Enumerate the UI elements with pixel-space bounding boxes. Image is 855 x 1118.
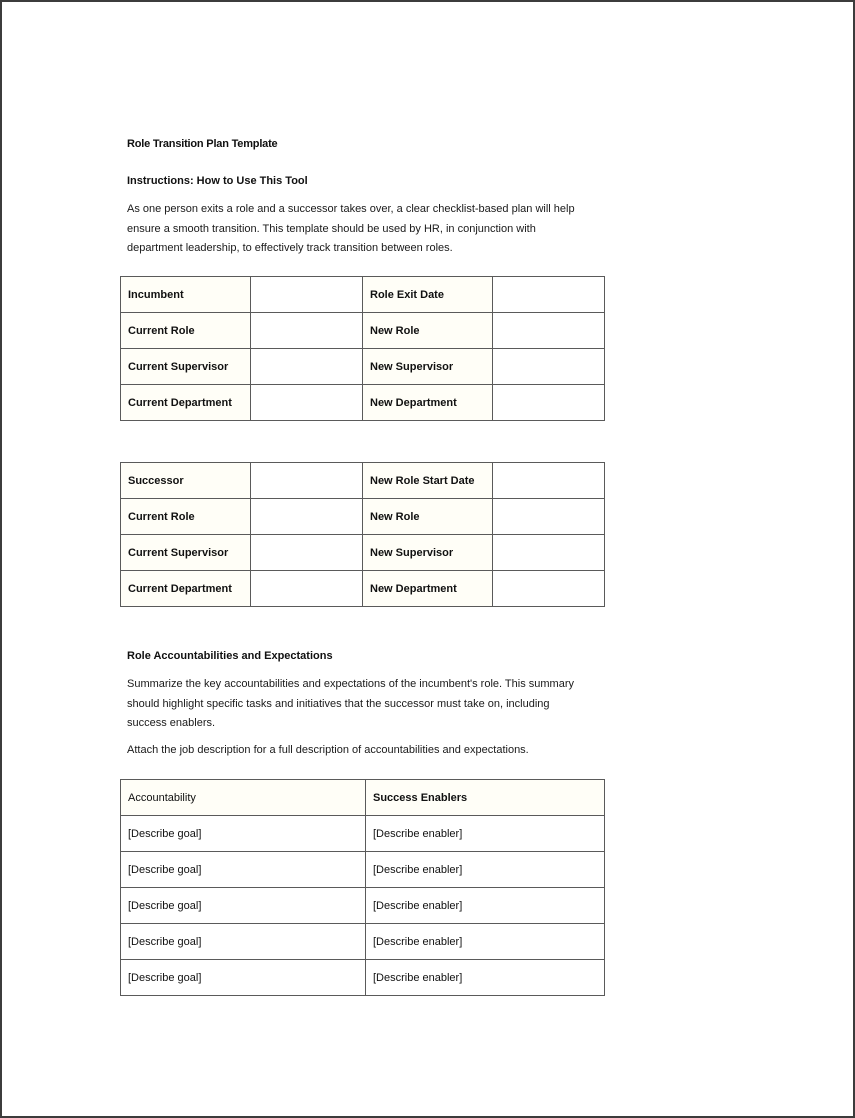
new-supervisor-value-cell[interactable]: [493, 535, 605, 571]
current-role-value-cell[interactable]: [251, 499, 363, 535]
instructions-line: ensure a smooth transition. This template should be used by HR, in conjunction with: [127, 222, 536, 235]
new-role-value-cell[interactable]: [493, 499, 605, 535]
accountabilities-heading: Role Accountabilities and Expectations: [127, 650, 333, 662]
current-role-label: Current Role: [121, 499, 251, 535]
new-supervisor-label: New Supervisor: [363, 535, 493, 571]
current-department-value-cell[interactable]: [251, 385, 363, 421]
table-row: [121, 888, 605, 924]
incumbent-table: [120, 276, 605, 421]
enabler-cell[interactable]: [Describe enabler]: [366, 816, 605, 852]
goal-cell[interactable]: [Describe goal]: [121, 960, 366, 996]
role-exit-date-label: Role Exit Date: [363, 277, 493, 313]
instructions-line: department leadership, to effectively track transition between roles.: [127, 242, 453, 254]
summary-line: Summarize the key accountabilities and expectations of the incumbent's role. This summary: [127, 678, 574, 690]
table-row: [121, 571, 605, 607]
successor-label: Successor: [121, 463, 251, 499]
new-role-start-date-value-cell[interactable]: [493, 463, 605, 499]
accountability-header: Accountability: [121, 780, 366, 816]
new-supervisor-label: New Supervisor: [363, 349, 493, 385]
goal-cell[interactable]: [Describe goal]: [121, 852, 366, 888]
success-enablers-header: Success Enablers: [366, 780, 605, 816]
table-row: [121, 463, 605, 499]
table-row: [121, 349, 605, 385]
goal-cell[interactable]: [Describe goal]: [121, 924, 366, 960]
current-supervisor-label: Current Supervisor: [121, 349, 251, 385]
table-row: [121, 385, 605, 421]
enabler-cell[interactable]: [Describe enabler]: [366, 888, 605, 924]
current-department-label: Current Department: [121, 385, 251, 421]
current-supervisor-value-cell[interactable]: [251, 349, 363, 385]
incumbent-label: Incumbent: [121, 277, 251, 313]
role-exit-date-value-cell[interactable]: [493, 277, 605, 313]
table-row: [121, 852, 605, 888]
current-supervisor-label: Current Supervisor: [121, 535, 251, 571]
new-department-value-cell[interactable]: [493, 571, 605, 607]
enabler-cell[interactable]: [Describe enabler]: [366, 924, 605, 960]
table-row: [121, 499, 605, 535]
new-role-value-cell[interactable]: [493, 313, 605, 349]
table-row: [121, 960, 605, 996]
table-row: [121, 535, 605, 571]
enabler-cell[interactable]: [Describe enabler]: [366, 960, 605, 996]
successor-table: [120, 462, 605, 607]
current-role-label: Current Role: [121, 313, 251, 349]
document-title: Role Transition Plan Template: [127, 138, 278, 150]
attach-note: Attach the job description for a full description of accountabilities and expectations.: [127, 744, 529, 756]
table-header-row: [121, 780, 605, 816]
new-supervisor-value-cell[interactable]: [493, 349, 605, 385]
instructions-paragraph: [127, 200, 607, 259]
incumbent-value-cell[interactable]: [251, 277, 363, 313]
accountability-table: [120, 779, 605, 996]
goal-cell[interactable]: [Describe goal]: [121, 816, 366, 852]
new-department-value-cell[interactable]: [493, 385, 605, 421]
table-row: [121, 816, 605, 852]
new-role-label: New Role: [363, 313, 493, 349]
summary-line: success enablers.: [127, 717, 216, 729]
current-role-value-cell[interactable]: [251, 313, 363, 349]
summary-line: should highlight specific tasks and initiatives that the successor must take on, including: [127, 697, 550, 710]
accountabilities-summary: [127, 675, 607, 734]
new-role-start-date-label: New Role Start Date: [363, 463, 493, 499]
table-row: [121, 277, 605, 313]
goal-cell[interactable]: [Describe goal]: [121, 888, 366, 924]
instructions-heading: Instructions: How to Use This Tool: [127, 175, 308, 187]
enabler-cell[interactable]: [Describe enabler]: [366, 852, 605, 888]
table-row: [121, 924, 605, 960]
table-row: [121, 313, 605, 349]
new-role-label: New Role: [363, 499, 493, 535]
current-department-label: Current Department: [121, 571, 251, 607]
new-department-label: New Department: [363, 385, 493, 421]
current-supervisor-value-cell[interactable]: [251, 535, 363, 571]
instructions-line: As one person exits a role and a successor takes over, a clear checklist-based plan will help: [127, 203, 575, 215]
successor-value-cell[interactable]: [251, 463, 363, 499]
new-department-label: New Department: [363, 571, 493, 607]
current-department-value-cell[interactable]: [251, 571, 363, 607]
